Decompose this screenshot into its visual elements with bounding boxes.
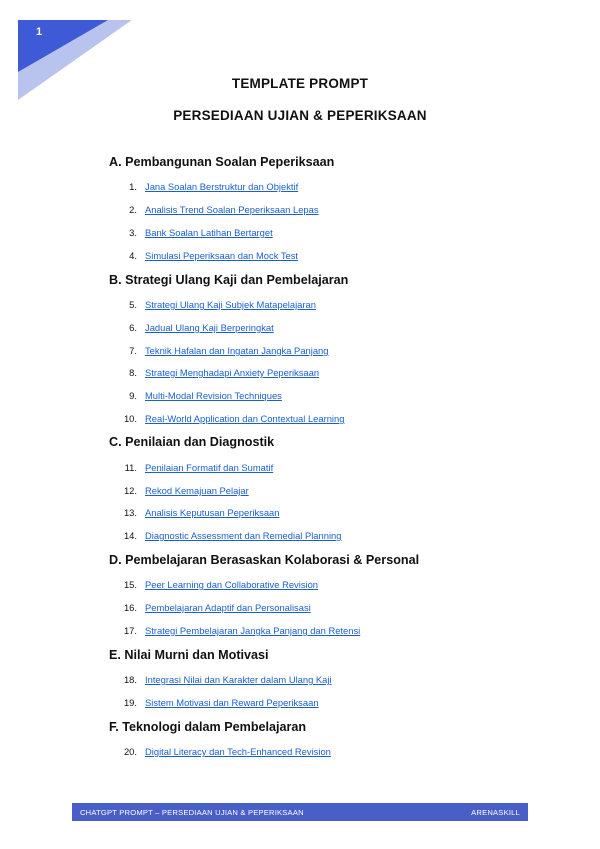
- item-link[interactable]: Jana Soalan Berstruktur dan Objektif: [145, 181, 299, 192]
- item-link[interactable]: Penilaian Formatif dan Sumatif: [145, 462, 274, 473]
- item-number: 2.: [129, 204, 137, 215]
- section-heading-e: E. Nilai Murni dan Motivasi: [109, 648, 269, 662]
- page-footer: [72, 803, 528, 821]
- item-number: 5.: [129, 299, 137, 310]
- item-number: 8.: [129, 367, 137, 378]
- item-link[interactable]: Diagnostic Assessment dan Remedial Planning: [145, 530, 342, 541]
- item-link[interactable]: Simulasi Peperiksaan dan Mock Test: [145, 250, 299, 261]
- section-heading-b: B. Strategi Ulang Kaji dan Pembelajaran: [109, 273, 349, 287]
- item-link[interactable]: Analisis Keputusan Peperiksaan: [145, 507, 280, 518]
- item-number: 13.: [123, 507, 137, 518]
- item-number: 19.: [123, 697, 137, 708]
- item-number: 3.: [129, 227, 137, 238]
- item-link[interactable]: Real-World Application dan Contextual Learning: [145, 413, 345, 424]
- footer-title: CHATGPT PROMPT – PERSEDIAAN UJIAN & PEPERIKSAAN: [80, 807, 304, 817]
- item-number: 9.: [129, 390, 137, 401]
- document-subtitle: PERSEDIAAN UJIAN & PEPERIKSAAN: [173, 108, 427, 123]
- item-number: 14.: [123, 530, 137, 541]
- item-number: 6.: [129, 322, 137, 333]
- item-link[interactable]: Bank Soalan Latihan Bertarget: [145, 227, 273, 238]
- item-link[interactable]: Analisis Trend Soalan Peperiksaan Lepas: [145, 204, 319, 215]
- item-link[interactable]: Strategi Ulang Kaji Subjek Matapelajaran: [145, 299, 316, 310]
- item-number: 7.: [129, 345, 137, 356]
- item-number: 18.: [123, 674, 137, 685]
- item-link[interactable]: Peer Learning dan Collaborative Revision: [145, 579, 319, 590]
- item-number: 17.: [123, 625, 137, 636]
- item-link[interactable]: Strategi Menghadapi Anxiety Peperiksaan: [145, 367, 320, 378]
- item-number: 10.: [123, 413, 137, 424]
- section-heading-a: A. Pembangunan Soalan Peperiksaan: [109, 155, 335, 169]
- item-link[interactable]: Pembelajaran Adaptif dan Personalisasi: [145, 602, 311, 613]
- item-link[interactable]: Sistem Motivasi dan Reward Peperiksaan: [145, 697, 319, 708]
- item-link[interactable]: Multi-Modal Revision Techniques: [145, 390, 282, 401]
- section-heading-c: C. Penilaian dan Diagnostik: [109, 435, 275, 449]
- item-link[interactable]: Teknik Hafalan dan Ingatan Jangka Panjang: [145, 345, 329, 356]
- section-heading-f: F. Teknologi dalam Pembelajaran: [109, 720, 307, 734]
- item-number: 11.: [124, 462, 137, 473]
- title-block: [0, 76, 600, 123]
- item-number: 16.: [123, 602, 137, 613]
- item-link[interactable]: Strategi Pembelajaran Jangka Panjang dan Retensi: [145, 625, 361, 636]
- item-number: 15.: [123, 579, 137, 590]
- section-heading-d: D. Pembelajaran Berasaskan Kolaborasi & Personal: [109, 553, 420, 567]
- item-number: 4.: [129, 250, 137, 261]
- item-number: 12.: [123, 485, 137, 496]
- item-link[interactable]: Rekod Kemajuan Pelajar: [145, 485, 249, 496]
- item-number: 1.: [129, 181, 137, 192]
- item-link[interactable]: Digital Literacy dan Tech-Enhanced Revision: [145, 746, 331, 757]
- item-link[interactable]: Jadual Ulang Kaji Berperingkat: [145, 322, 274, 333]
- document-title: TEMPLATE PROMPT: [231, 76, 369, 91]
- footer-brand: ARENASKILL: [471, 807, 520, 817]
- page-number: 1: [36, 26, 43, 38]
- item-link[interactable]: Integrasi Nilai dan Karakter dalam Ulang Kaji: [145, 674, 332, 685]
- item-number: 20.: [123, 746, 137, 757]
